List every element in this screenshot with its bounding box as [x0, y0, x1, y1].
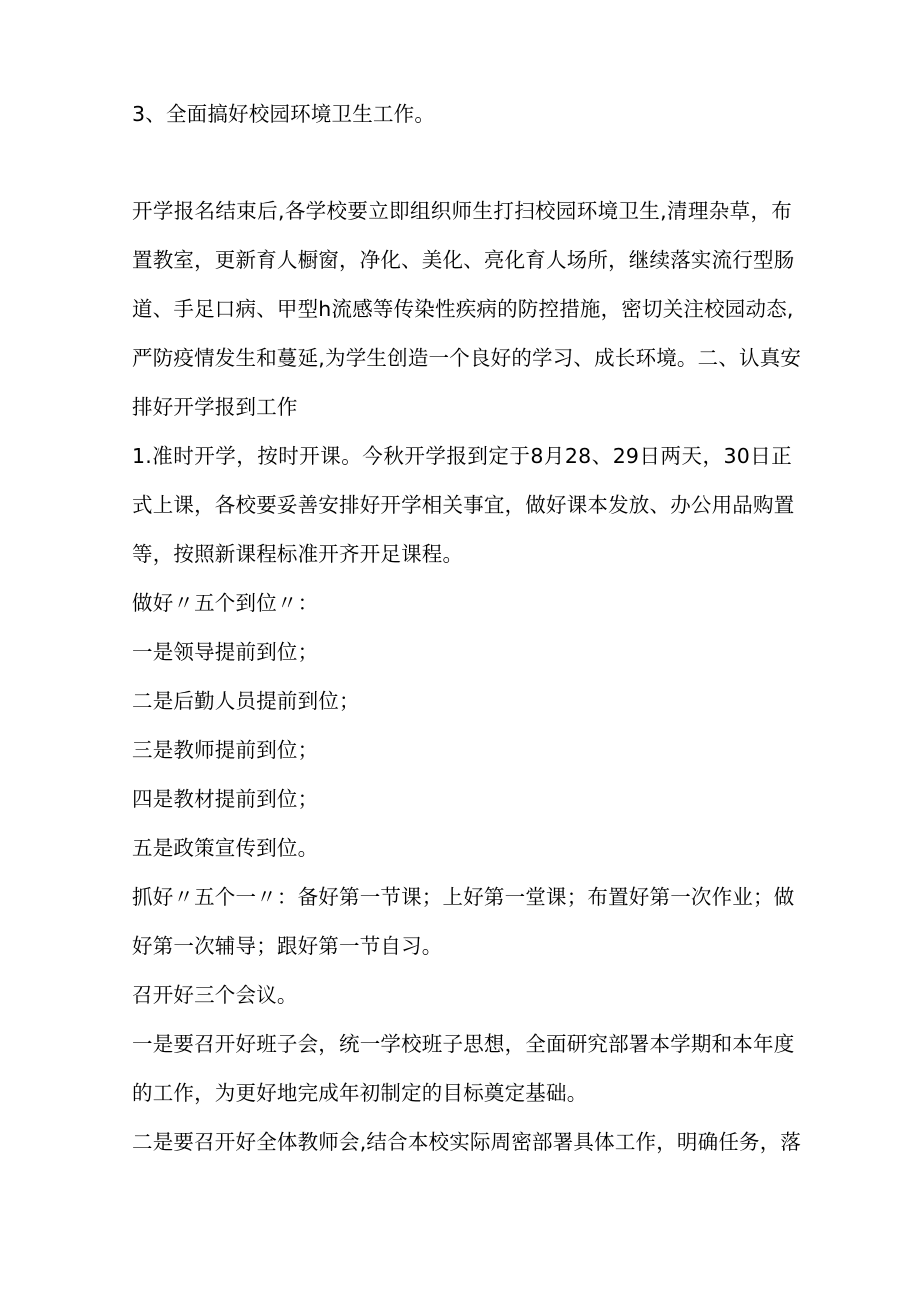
- list-item: 一是领导提前到位；: [132, 640, 319, 664]
- paragraph-line: 抓好〃五个一〃：备好第一节课；上好第一堂课；布置好第一次作业；做: [132, 885, 795, 909]
- paragraph-line: 式上课，各校要妥善安排好开学相关事宜，做好课本发放、办公用品购置: [132, 493, 795, 517]
- section-heading: 3、全面搞好校园环境卫生工作。: [132, 102, 436, 126]
- list-item: 五是政策宣传到位。: [132, 836, 319, 860]
- paragraph-line: 道、手足口病、甲型h流感等传染性疾病的防控措施，密切关注校园动态,: [132, 297, 794, 321]
- list-item: 四是教材提前到位；: [132, 787, 319, 811]
- paragraph-line: 严防疫情发生和蔓延,为学生创造一个良好的学习、成长环境。二、认真安: [132, 346, 802, 370]
- paragraph-line: 二是要召开好全体教师会,结合本校实际周密部署具体工作，明确任务，落: [132, 1130, 802, 1154]
- list-heading: 做好〃五个到位〃：: [132, 591, 319, 615]
- list-heading: 召开好三个会议。: [132, 983, 298, 1007]
- list-item: 三是教师提前到位；: [132, 738, 319, 762]
- paragraph-line: 置教室，更新育人橱窗，净化、美化、亮化育人场所，继续落实流行型肠: [132, 248, 795, 272]
- paragraph-line: 一是要召开好班子会，统一学校班子思想，全面研究部署本学期和本年度: [132, 1032, 795, 1056]
- paragraph-line: 开学报名结束后,各学校要立即组织师生打扫校园环境卫生,清理杂草，布: [132, 199, 792, 223]
- paragraph-line: 排好开学报到工作: [132, 395, 298, 419]
- list-item: 二是后勤人员提前到位；: [132, 689, 360, 713]
- paragraph-line: 好第一次辅导；跟好第一节自习。: [132, 934, 443, 958]
- paragraph-line: 的工作，为更好地完成年初制定的目标奠定基础。: [132, 1081, 588, 1105]
- paragraph-line: 等，按照新课程标准开齐开足课程。: [132, 542, 464, 566]
- paragraph-line: 1.准时开学，按时开课。今秋开学报到定于8月28、29日两天，30日正: [132, 444, 792, 468]
